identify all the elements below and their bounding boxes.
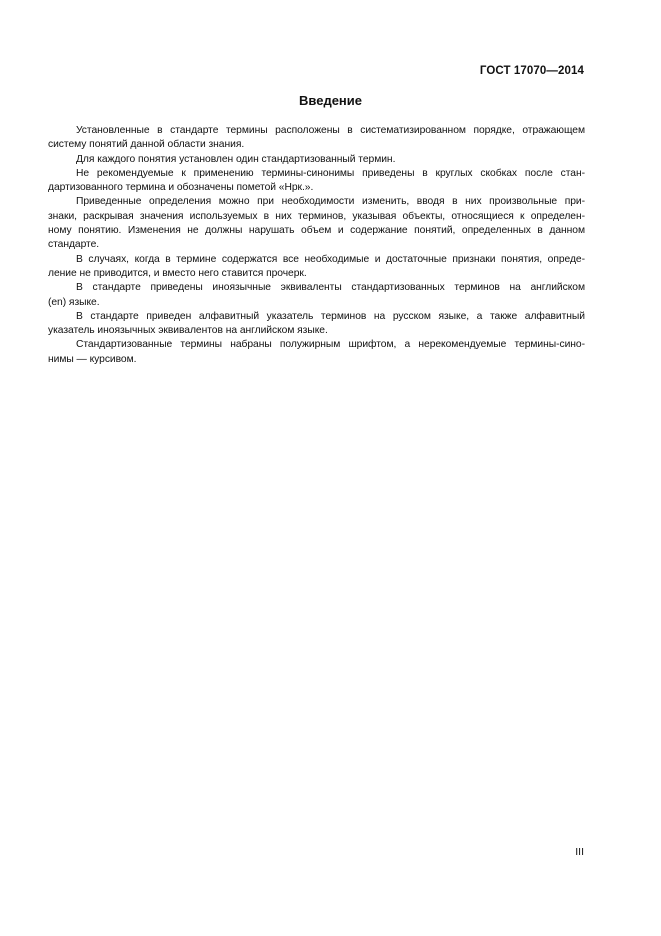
paragraph-line: дартизованного термина и обозначены пометой «Нрк.». — [48, 182, 314, 194]
paragraph-line: ление не приводится, и вместо него ставится прочерк. — [48, 267, 307, 279]
paragraph-line: В стандарте приведены иноязычные эквиваленты стандартизованных терминов на английском — [76, 282, 585, 294]
page-number: III — [575, 846, 584, 858]
paragraph-line: Приведенные определения можно при необходимости изменить, вводя в них произвольные при- — [76, 196, 585, 208]
paragraph-line: Не рекомендуемые к применению термины-синонимы приведены в круглых скобках после стан- — [76, 167, 585, 179]
paragraph-2 — [48, 153, 585, 167]
paragraph-line: Стандартизованные термины набраны полужирным шрифтом, а нерекомендуемые термины-сино- — [76, 339, 585, 351]
paragraph-1 — [48, 124, 585, 153]
document-code: ГОСТ 17070—2014 — [479, 65, 584, 77]
introduction-body — [48, 124, 585, 367]
paragraph-line: систему понятий данной области знания. — [48, 139, 245, 151]
section-title: Введение — [299, 93, 362, 108]
paragraph-8 — [48, 338, 585, 367]
paragraph-5 — [48, 253, 585, 282]
paragraph-line: нимы — курсивом. — [48, 353, 137, 365]
paragraph-line: знаки, раскрывая значения используемых в них терминов, указывая объекты, относящиеся к определен- — [48, 210, 585, 222]
paragraph-6 — [48, 281, 585, 310]
paragraph-4 — [48, 195, 585, 252]
paragraph-line: ному понятию. Изменения не должны нарушать объем и содержание понятий, определенных в данном — [48, 225, 585, 237]
paragraph-line: В случаях, когда в термине содержатся все необходимые и достаточные признаки понятия, опреде- — [76, 253, 585, 265]
paragraph-line: (en) языке. — [48, 296, 100, 308]
paragraph-7 — [48, 310, 585, 339]
paragraph-line: указатель иноязычных эквивалентов на английском языке. — [48, 325, 328, 337]
paragraph-line: В стандарте приведен алфавитный указатель терминов на русском языке, а также алфавитный — [76, 310, 585, 322]
paragraph-3 — [48, 167, 585, 196]
paragraph-line: Для каждого понятия установлен один стандартизованный термин. — [76, 153, 396, 165]
paragraph-line: стандарте. — [48, 239, 100, 251]
paragraph-line: Установленные в стандарте термины расположены в систематизированном порядке, отражающем — [76, 125, 585, 136]
